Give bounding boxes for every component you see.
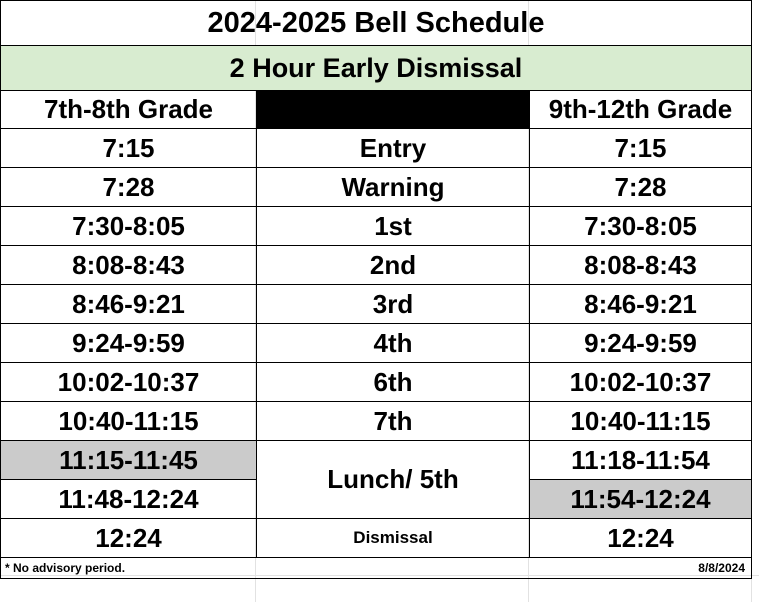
cell-right-time[interactable]: 10:40-11:15	[530, 402, 752, 441]
footer-note[interactable]: * No advisory period.	[5, 561, 126, 575]
table-row	[1, 246, 752, 285]
cell-left-time[interactable]: 10:40-11:15	[1, 402, 257, 441]
cell-period-label[interactable]: 2nd	[257, 246, 530, 285]
cell-period-label[interactable]: Warning	[257, 168, 530, 207]
cell-lunch-label[interactable]: Lunch/ 5th	[257, 441, 530, 519]
table-row	[1, 441, 752, 480]
cell-left-time[interactable]: 7:30-8:05	[1, 207, 257, 246]
cell-lunch-right-b[interactable]: 11:54-12:24	[530, 480, 752, 519]
cell-period-label[interactable]: 6th	[257, 363, 530, 402]
table-row	[1, 402, 752, 441]
table-row	[1, 519, 752, 558]
cell-dismissal-right[interactable]: 12:24	[530, 519, 752, 558]
table-row	[1, 285, 752, 324]
cell-right-time[interactable]: 9:24-9:59	[530, 324, 752, 363]
cell-left-time[interactable]: 7:15	[1, 129, 257, 168]
table-row	[1, 129, 752, 168]
schedule-title[interactable]: 2024-2025 Bell Schedule	[1, 1, 752, 46]
cell-right-time[interactable]: 7:15	[530, 129, 752, 168]
cell-left-time[interactable]: 8:08-8:43	[1, 246, 257, 285]
header-grades-7-8[interactable]: 7th-8th Grade	[1, 91, 257, 129]
cell-left-time[interactable]: 8:46-9:21	[1, 285, 257, 324]
cell-lunch-left-a[interactable]: 11:15-11:45	[1, 441, 257, 480]
cell-dismissal-left[interactable]: 12:24	[1, 519, 257, 558]
table-row	[1, 324, 752, 363]
cell-right-time[interactable]: 7:30-8:05	[530, 207, 752, 246]
cell-right-time[interactable]: 8:08-8:43	[530, 246, 752, 285]
cell-period-label[interactable]: 1st	[257, 207, 530, 246]
schedule-subtitle[interactable]: 2 Hour Early Dismissal	[1, 46, 752, 91]
cell-period-label[interactable]: 7th	[257, 402, 530, 441]
footer-row	[1, 558, 752, 579]
cell-period-label[interactable]: Entry	[257, 129, 530, 168]
cell-lunch-right-a[interactable]: 11:18-11:54	[530, 441, 752, 480]
cell-right-time[interactable]: 7:28	[530, 168, 752, 207]
table-row	[1, 207, 752, 246]
footer-date[interactable]: 8/8/2024	[698, 561, 745, 575]
cell-left-time[interactable]: 10:02-10:37	[1, 363, 257, 402]
cell-right-time[interactable]: 8:46-9:21	[530, 285, 752, 324]
cell-left-time[interactable]: 7:28	[1, 168, 257, 207]
table-row	[1, 168, 752, 207]
header-grades-9-12[interactable]: 9th-12th Grade	[530, 91, 752, 129]
cell-right-time[interactable]: 10:02-10:37	[530, 363, 752, 402]
cell-dismissal-label[interactable]: Dismissal	[257, 519, 530, 558]
table-row	[1, 363, 752, 402]
cell-left-time[interactable]: 9:24-9:59	[1, 324, 257, 363]
cell-lunch-left-b[interactable]: 11:48-12:24	[1, 480, 257, 519]
cell-period-label[interactable]: 3rd	[257, 285, 530, 324]
header-middle-blank[interactable]	[257, 91, 530, 129]
cell-period-label[interactable]: 4th	[257, 324, 530, 363]
